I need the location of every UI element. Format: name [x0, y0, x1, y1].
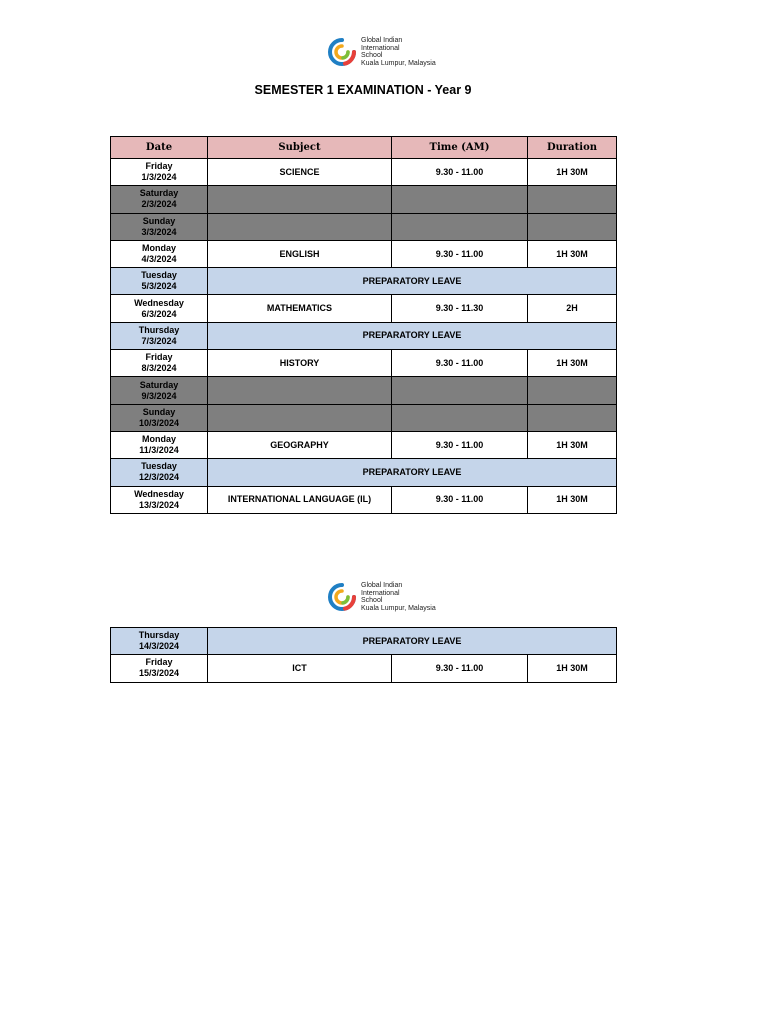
subject-cell — [208, 186, 392, 213]
duration-cell: 1H 30M — [528, 486, 617, 513]
weekday: Sunday — [142, 406, 176, 417]
title-year: Year 9 — [434, 83, 472, 97]
weekday: Friday — [145, 352, 173, 363]
subject-cell: ICT — [208, 655, 392, 682]
weekday: Friday — [145, 161, 173, 172]
title-main: SEMESTER 1 EXAMINATION — [254, 83, 424, 97]
date: 1/3/2024 — [141, 172, 177, 183]
table-row — [111, 628, 617, 655]
table-row — [111, 159, 617, 186]
weekday: Monday — [141, 243, 176, 254]
duration-cell: 1H 30M — [528, 240, 617, 267]
school-name-line: Global Indian — [361, 37, 403, 44]
table-header-row — [111, 137, 617, 159]
weekday: Tuesday — [141, 461, 177, 472]
header-time: Time (AM) — [392, 137, 528, 159]
time-cell — [392, 186, 528, 213]
duration-cell — [528, 404, 617, 431]
date: 12/3/2024 — [138, 472, 180, 483]
table-row — [111, 186, 617, 213]
date: 2/3/2024 — [141, 199, 177, 210]
subject-cell: GEOGRAPHY — [208, 431, 392, 458]
table-row — [111, 377, 617, 404]
duration-cell: 1H 30M — [528, 159, 617, 186]
date-cell — [111, 213, 208, 240]
subject-cell: ENGLISH — [208, 240, 392, 267]
weekday: Thursday — [138, 630, 180, 641]
time-cell — [392, 404, 528, 431]
time-cell — [392, 377, 528, 404]
weekday: Wednesday — [134, 297, 184, 308]
weekday: Saturday — [139, 379, 179, 390]
table-row — [111, 655, 617, 682]
subject-cell: INTERNATIONAL LANGUAGE (IL) — [208, 486, 392, 513]
subject-cell: MATHEMATICS — [208, 295, 392, 322]
duration-cell — [528, 186, 617, 213]
table-row — [111, 322, 617, 349]
weekday: Saturday — [139, 188, 179, 199]
school-name — [361, 582, 436, 612]
table-row — [111, 459, 617, 486]
table-row — [111, 486, 617, 513]
preparatory-leave-cell: PREPARATORY LEAVE — [208, 459, 617, 486]
duration-cell: 1H 30M — [528, 655, 617, 682]
school-name-line: International — [361, 44, 400, 52]
date: 9/3/2024 — [141, 390, 177, 401]
duration-cell: 1H 30M — [528, 431, 617, 458]
preparatory-leave-cell: PREPARATORY LEAVE — [208, 322, 617, 349]
table-row — [111, 240, 617, 267]
school-location: Kuala Lumpur, Malaysia — [361, 59, 436, 67]
school-name — [361, 37, 436, 67]
date-cell — [111, 186, 208, 213]
date-cell — [111, 322, 208, 349]
weekday: Tuesday — [141, 270, 177, 281]
table-row — [111, 431, 617, 458]
preparatory-leave-cell: PREPARATORY LEAVE — [208, 628, 617, 655]
subject-cell — [208, 213, 392, 240]
school-name-line: School — [361, 597, 383, 605]
date: 3/3/2024 — [141, 226, 177, 237]
subject-cell: SCIENCE — [208, 159, 392, 186]
header-duration: Duration — [528, 137, 617, 159]
header-subject: Subject — [208, 137, 392, 159]
table-row — [111, 404, 617, 431]
table-row — [111, 213, 617, 240]
date: 8/3/2024 — [141, 363, 177, 374]
date: 5/3/2024 — [141, 281, 177, 292]
date: 10/3/2024 — [138, 417, 180, 428]
time-cell: 9.30 - 11.00 — [392, 431, 528, 458]
time-cell — [392, 213, 528, 240]
school-logo — [327, 37, 436, 67]
date: 13/3/2024 — [138, 499, 180, 510]
date: 6/3/2024 — [141, 308, 177, 319]
duration-cell — [528, 377, 617, 404]
time-cell: 9.30 - 11.00 — [392, 486, 528, 513]
date-cell — [111, 295, 208, 322]
subject-cell: HISTORY — [208, 350, 392, 377]
date: 11/3/2024 — [139, 445, 179, 456]
weekday: Thursday — [138, 324, 180, 335]
time-cell: 9.30 - 11.00 — [392, 655, 528, 682]
school-emblem-icon — [327, 582, 357, 612]
subject-cell — [208, 404, 392, 431]
title-separator: - — [423, 83, 435, 97]
duration-cell: 2H — [528, 295, 617, 322]
school-name-line: School — [361, 52, 383, 60]
school-location: Kuala Lumpur, Malaysia — [361, 604, 436, 612]
time-cell: 9.30 - 11.00 — [392, 350, 528, 377]
date-cell — [111, 655, 208, 682]
date-cell — [111, 486, 208, 513]
date-cell — [111, 159, 208, 186]
time-cell: 9.30 - 11.00 — [392, 240, 528, 267]
subject-cell — [208, 377, 392, 404]
date-cell — [111, 628, 208, 655]
date: 15/3/2024 — [138, 668, 180, 679]
weekday: Sunday — [142, 215, 176, 226]
preparatory-leave-cell: PREPARATORY LEAVE — [208, 268, 617, 295]
time-cell: 9.30 - 11.30 — [392, 295, 528, 322]
date: 4/3/2024 — [141, 254, 177, 265]
exam-schedule-table-continued — [110, 627, 617, 683]
table-row — [111, 268, 617, 295]
header-date: Date — [111, 137, 208, 159]
school-name-line: International — [361, 589, 400, 597]
school-logo — [327, 582, 436, 612]
date-cell — [111, 431, 208, 458]
date-cell — [111, 240, 208, 267]
time-cell: 9.30 - 11.00 — [392, 159, 528, 186]
weekday: Wednesday — [134, 488, 184, 499]
date-cell — [111, 404, 208, 431]
date-cell — [111, 459, 208, 486]
table-row — [111, 295, 617, 322]
date-cell — [111, 377, 208, 404]
date-cell — [111, 350, 208, 377]
school-name-line: Global Indian — [361, 582, 403, 589]
duration-cell: 1H 30M — [528, 350, 617, 377]
date-cell — [111, 268, 208, 295]
page-title — [110, 83, 616, 97]
date: 14/3/2024 — [138, 641, 180, 652]
exam-schedule-table — [110, 136, 617, 514]
table-row — [111, 350, 617, 377]
weekday: Friday — [145, 657, 173, 668]
duration-cell — [528, 213, 617, 240]
weekday: Monday — [141, 434, 176, 445]
date: 7/3/2024 — [141, 335, 177, 346]
school-emblem-icon — [327, 37, 357, 67]
